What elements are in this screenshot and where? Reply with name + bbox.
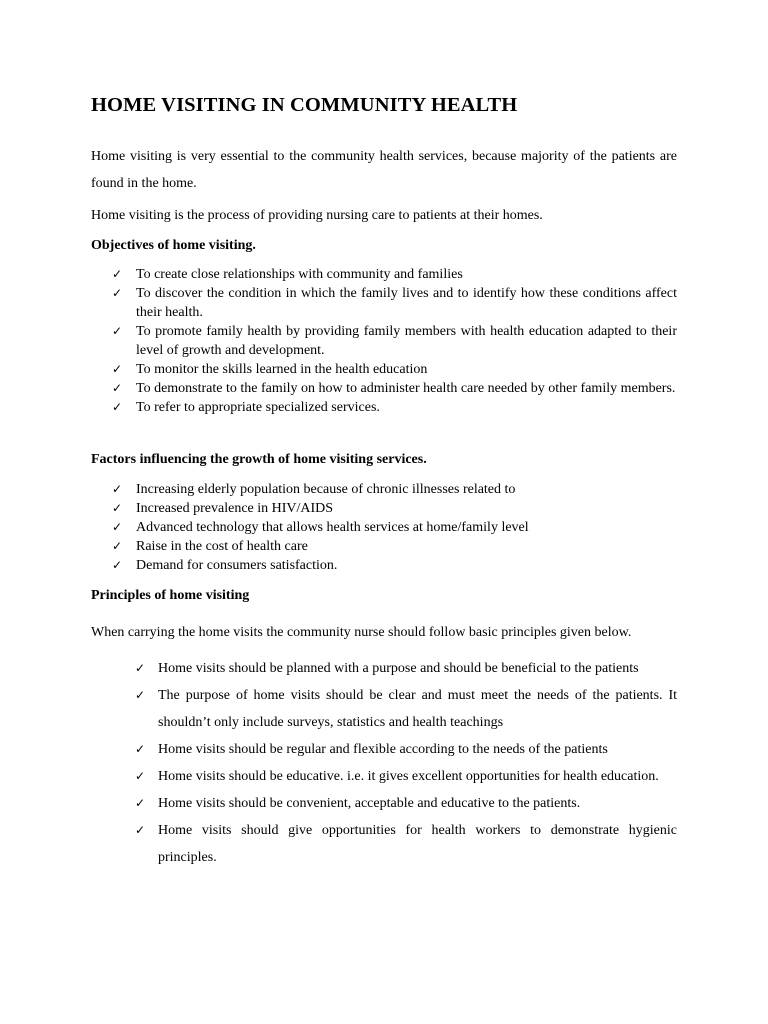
list-item-text: To refer to appropriate specialized services. — [136, 400, 380, 415]
list-item-text: To promote family health by providing family members with health education adapted to their level of growth and development. — [136, 324, 677, 358]
list-item — [135, 763, 677, 790]
list-item — [135, 655, 677, 682]
objectives-heading: Objectives of home visiting. — [91, 238, 256, 253]
list-item — [135, 790, 677, 817]
document-title: HOME VISITING IN COMMUNITY HEALTH — [91, 94, 518, 116]
check-mark-icon: ✓ — [135, 688, 146, 702]
list-item — [112, 556, 677, 575]
list-item — [112, 379, 677, 398]
list-item-text: Demand for consumers satisfaction. — [136, 558, 338, 573]
list-item-text: Home visits should be educative. i.e. it gives excellent opportunities for health education. — [158, 769, 659, 784]
list-item — [112, 518, 677, 537]
check-mark-icon: ✓ — [135, 796, 146, 810]
check-mark-icon: ✓ — [135, 661, 146, 675]
list-item-text: To demonstrate to the family on how to administer health care needed by other family members. — [136, 381, 676, 396]
check-mark-icon: ✓ — [112, 558, 123, 572]
intro-paragraph-1: Home visiting is very essential to the community health services, because majority of the patients are found in the home. — [91, 149, 677, 191]
list-item-text: Home visits should give opportunities for health workers to demonstrate hygienic principles. — [158, 823, 677, 865]
list-item — [135, 736, 677, 763]
list-item-text: To create close relationships with community and families — [136, 267, 463, 282]
list-item — [112, 322, 677, 360]
list-item — [112, 537, 677, 556]
list-item — [112, 398, 677, 417]
intro-paragraph-2: Home visiting is the process of providing nursing care to patients at their homes. — [91, 208, 543, 223]
check-mark-icon: ✓ — [112, 286, 123, 300]
list-item-text: Home visits should be convenient, acceptable and educative to the patients. — [158, 796, 581, 811]
principles-list — [135, 655, 677, 871]
check-mark-icon: ✓ — [135, 823, 146, 837]
list-item — [112, 284, 677, 322]
check-mark-icon: ✓ — [112, 267, 123, 281]
list-item — [135, 817, 677, 871]
list-item-text: To discover the condition in which the family lives and to identify how these conditions affect their health. — [136, 286, 677, 320]
list-item-text: Increasing elderly population because of chronic illnesses related to — [136, 482, 516, 497]
list-item-text: Increased prevalence in HIV/AIDS — [136, 501, 334, 516]
check-mark-icon: ✓ — [112, 520, 123, 534]
check-mark-icon: ✓ — [135, 742, 146, 756]
list-item-text: The purpose of home visits should be clear and must meet the needs of the patients. It shouldn’t only include surveys, statistics and health teachings — [158, 688, 677, 730]
list-item — [112, 480, 677, 499]
check-mark-icon: ✓ — [112, 381, 123, 395]
list-item — [135, 682, 677, 736]
principles-intro: When carrying the home visits the community nurse should follow basic principles given below. — [91, 625, 632, 640]
check-mark-icon: ✓ — [112, 324, 123, 338]
check-mark-icon: ✓ — [112, 482, 123, 496]
principles-heading: Principles of home visiting — [91, 588, 250, 603]
list-item — [112, 499, 677, 518]
list-item — [112, 360, 677, 379]
list-item-text: Raise in the cost of health care — [136, 539, 308, 554]
check-mark-icon: ✓ — [135, 769, 146, 783]
factors-heading: Factors influencing the growth of home visiting services. — [91, 452, 427, 467]
list-item-text: Home visits should be regular and flexible according to the needs of the patients — [158, 742, 608, 757]
check-mark-icon: ✓ — [112, 501, 123, 515]
objectives-list — [112, 265, 677, 417]
list-item — [112, 265, 677, 284]
list-item-text: Advanced technology that allows health services at home/family level — [136, 520, 529, 535]
check-mark-icon: ✓ — [112, 362, 123, 376]
factors-list — [112, 480, 677, 575]
check-mark-icon: ✓ — [112, 539, 123, 553]
list-item-text: Home visits should be planned with a purpose and should be beneficial to the patients — [158, 661, 639, 676]
list-item-text: To monitor the skills learned in the health education — [136, 362, 428, 377]
check-mark-icon: ✓ — [112, 400, 123, 414]
